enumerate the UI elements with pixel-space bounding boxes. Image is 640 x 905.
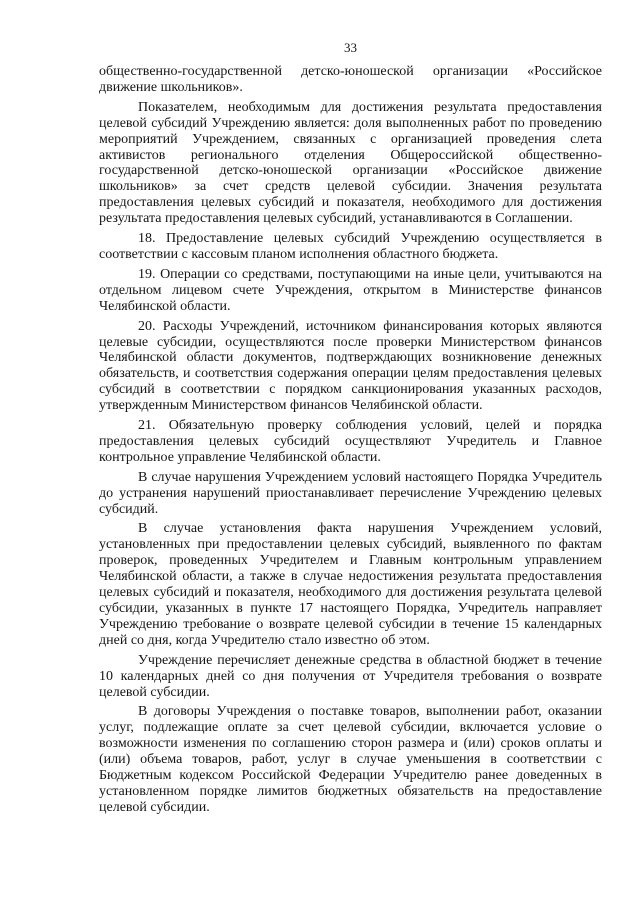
page-number: 33 — [344, 40, 357, 55]
paragraph: Учреждение перечисляет денежные средства в областной бюджет в течение 10 календарных дней со дня получения от Учредителя требования о возврате целевой субсидии. — [99, 652, 602, 700]
paragraph: В договоры Учреждения о поставке товаров, выполнении работ, оказании услуг, подлежащие оплате за счет целевой субсидии, включается условие о возможности изменения по соглашению сторон размера и (или) сроков оплаты и (или) объема товаров, работ, услуг в случае уменьшения в соответствии с Бюджетным кодексом Российской Федерации Учредителю ранее доведенных в установленном порядке лимитов бюджетных обязательств на предоставление целевой субсидии. — [99, 704, 602, 815]
document-body — [99, 64, 602, 816]
paragraph: В случае нарушения Учреждением условий настоящего Порядка Учредитель до устранения нарушений приостанавливает перечисление Учреждению целевых субсидий. — [99, 469, 602, 517]
paragraph: общественно-государственной детско-юношеской организации «Российское движение школьников». — [99, 64, 602, 95]
paragraph: 21. Обязательную проверку соблюдения условий, целей и порядка предоставления целевых субсидий осуществляют Учредитель и Главное контрольное управление Челябинской области. — [99, 418, 602, 465]
paragraph: В случае установления факта нарушения Учреждением условий, установленных при предоставлении целевых субсидий, выявленного по фактам проверок, проведенных Учредителем и Главным контрольным управлением Челябинской области, а также в случае недостижения результата предоставления целевых субсидий и показателя, необходимого для достижения результата целевой субсидии, указанных в пункте 17 настоящего Порядка, Учредитель направляет Учреждению требование о возврате целевой субсидии в течение 15 календарных дней со дня, когда Учредителю стало известно об этом. — [99, 521, 602, 648]
paragraph: Показателем, необходимым для достижения результата предоставления целевой субсидий Учреждению является: доля выполненных работ по проведению мероприятий Учреждением, связанных с организацией проведения слета активистов регионального отделения Общероссийской общественно-государственной детско-юношеской организации «Российское движение школьников» за счет средств целевой субсидии. Значения результата предоставления целевых субсидий и показателя, необходимого для достижения результата предоставления целевых субсидий, устанавливаются в Соглашении. — [99, 99, 602, 227]
paragraph: 19. Операции со средствами, поступающими на иные цели, учитываются на отдельном лицевом счете Учреждения, открытом в Министерстве финансов Челябинской области. — [99, 266, 602, 314]
document-page — [99, 0, 602, 905]
paragraph: 18. Предоставление целевых субсидий Учреждению осуществляется в соответствии с кассовым планом исполнения областного бюджета. — [99, 231, 602, 262]
paragraph: 20. Расходы Учреждений, источником финансирования которых являются целевые субсидии, осуществляются после проверки Министерством финансов Челябинской области документов, подтверждающих возникновение денежных обязательств, и соответствия содержания операции целям предоставления целевых субсидий в соответствии с порядком санкционирования указанных расходов, утвержденным Министерством финансов Челябинской области. — [99, 318, 602, 414]
